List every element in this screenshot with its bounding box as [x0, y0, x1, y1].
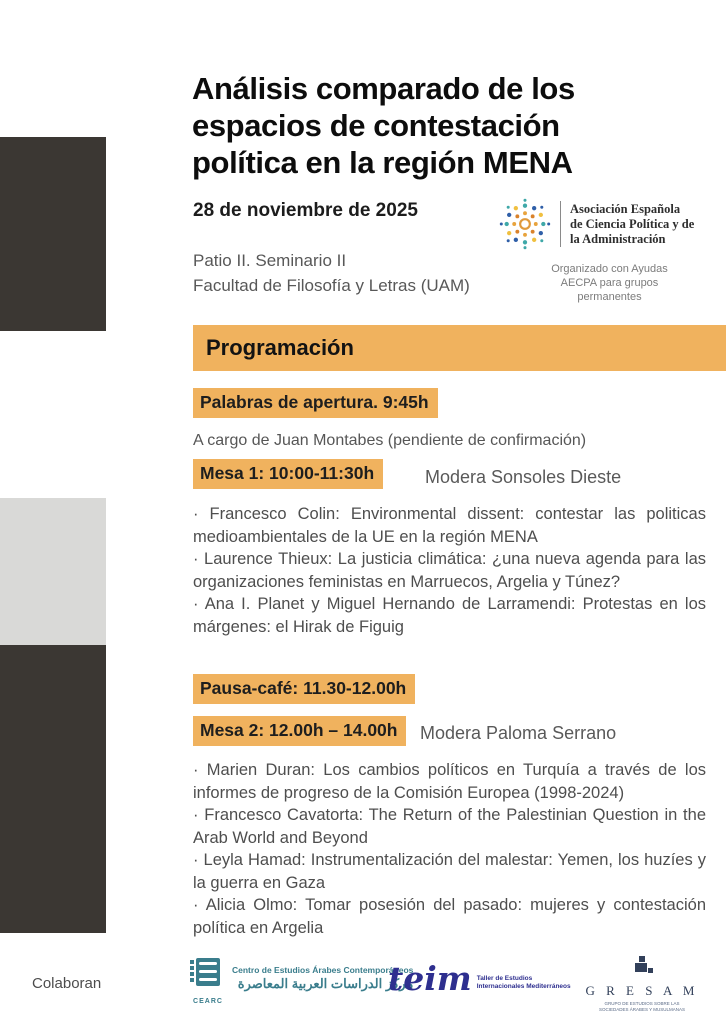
mesa2-items: [193, 759, 706, 939]
cearc-name-es: Centro de Estudios Árabes Contemporáneos: [232, 965, 414, 975]
pausa-heading: Pausa-café: 11.30-12.00h: [193, 674, 415, 704]
aecpa-support-line: AECPA para grupos: [560, 277, 659, 289]
mesa2-item: · Leyla Hamad: Instrumentalización del malestar: Yemen, los huzíes y la guerra en Gaza: [193, 851, 706, 892]
venue-line: Facultad de Filosofía y Letras (UAM): [193, 276, 470, 295]
mesa1-heading: Mesa 1: 10:00-11:30h: [193, 459, 383, 489]
gresam-name-line: SOCIEDADES ÁRABES Y MUSULMANAS: [598, 1007, 686, 1012]
opening-heading: Palabras de apertura. 9:45h: [193, 388, 438, 418]
title-line: espacios de contestación: [192, 108, 560, 143]
left-dark-block-bottom: [0, 645, 106, 933]
mesa1-item: · Laurence Thieux: La justicia climática: ¿una nueva agenda para las organizaciones feministas en Marruecos, Argelia y Túnez?: [193, 550, 706, 591]
gresam-wordmark: G R E S A M: [585, 983, 699, 998]
mesa2-heading-wrap: [193, 716, 406, 746]
title-line: política en la región MENA: [192, 145, 573, 180]
cearc-icon: [190, 958, 226, 992]
program-banner: [193, 325, 726, 371]
left-gray-block: [0, 498, 106, 645]
pausa-heading-wrap: [193, 674, 415, 704]
mesa1-items: [193, 503, 706, 638]
mesa1-item: · Francesco Colin: Environmental dissent: contestar las politicas medioambientales de la UE en la región MENA: [193, 505, 706, 546]
mesa2-moderator: Modera Paloma Serrano: [420, 723, 617, 743]
aecpa-name-line: la Administración: [570, 231, 666, 246]
cearc-acronym: CEARC: [193, 998, 223, 1005]
event-venue: [193, 248, 470, 298]
teim-name: [477, 967, 571, 991]
aecpa-mandala-icon: [497, 196, 553, 252]
colaboran-label: Colaboran: [32, 975, 102, 992]
program-banner-label: Programación: [206, 335, 354, 360]
teim-name-line: Internacionales Mediterráneos: [476, 983, 571, 990]
aecpa-logo-block: [497, 196, 722, 304]
page-title: [192, 70, 717, 181]
mesa1-item: · Ana I. Planet y Miguel Hernando de Larramendi: Protestas en los márgenes: el Hirak de Figuig: [193, 595, 706, 636]
cearc-name-ar: مركز الدراسات العربية المعاصرة: [237, 976, 414, 991]
aecpa-name-line: de Ciencia Política y de: [570, 216, 695, 231]
aecpa-name-line: Asociación Española: [570, 201, 681, 216]
title-line: Análisis comparado de los: [192, 71, 575, 106]
aecpa-support-note: [497, 262, 722, 304]
mesa2-item: · Marien Duran: Los cambios políticos en Turquía a través de los informes de progreso de la Comisión Europea (1998-2024): [193, 761, 706, 802]
mesa1-heading-wrap: [193, 459, 383, 489]
teim-name-line: Taller de Estudios: [476, 975, 533, 982]
mesa1-moderator: Modera Sonsoles Dieste: [425, 467, 622, 487]
aecpa-support-line: Organizado con Ayudas: [551, 263, 668, 275]
opening-heading-wrap: [193, 388, 438, 418]
opening-detail: A cargo de Juan Montabes (pendiente de confirmación): [193, 432, 587, 449]
venue-line: Patio II. Seminario II: [193, 251, 347, 270]
left-dark-block-top: [0, 137, 106, 331]
aecpa-name: [570, 202, 694, 247]
teim-wordmark: teim: [388, 959, 472, 998]
gresam-icon: [629, 956, 655, 976]
teim-logo-block: [388, 959, 571, 998]
gresam-name-line: GRUPO DE ESTUDIOS SOBRE LAS: [604, 1001, 680, 1006]
gresam-logo-block: [572, 956, 712, 1013]
gresam-name: [572, 1001, 712, 1013]
mesa2-heading: Mesa 2: 12.00h – 14.00h: [193, 716, 406, 746]
event-date: 28 de noviembre de 2025: [193, 200, 418, 221]
aecpa-divider: [560, 201, 561, 247]
cearc-logo-block: [190, 958, 413, 1005]
mesa2-item: · Alicia Olmo: Tomar posesión del pasado: mujeres y contestación política en Argelia: [193, 896, 706, 937]
mesa2-item: · Francesco Cavatorta: The Return of the Palestinian Question in the Arab World and Beyond: [193, 806, 706, 847]
aecpa-support-line: permanentes: [577, 291, 642, 303]
